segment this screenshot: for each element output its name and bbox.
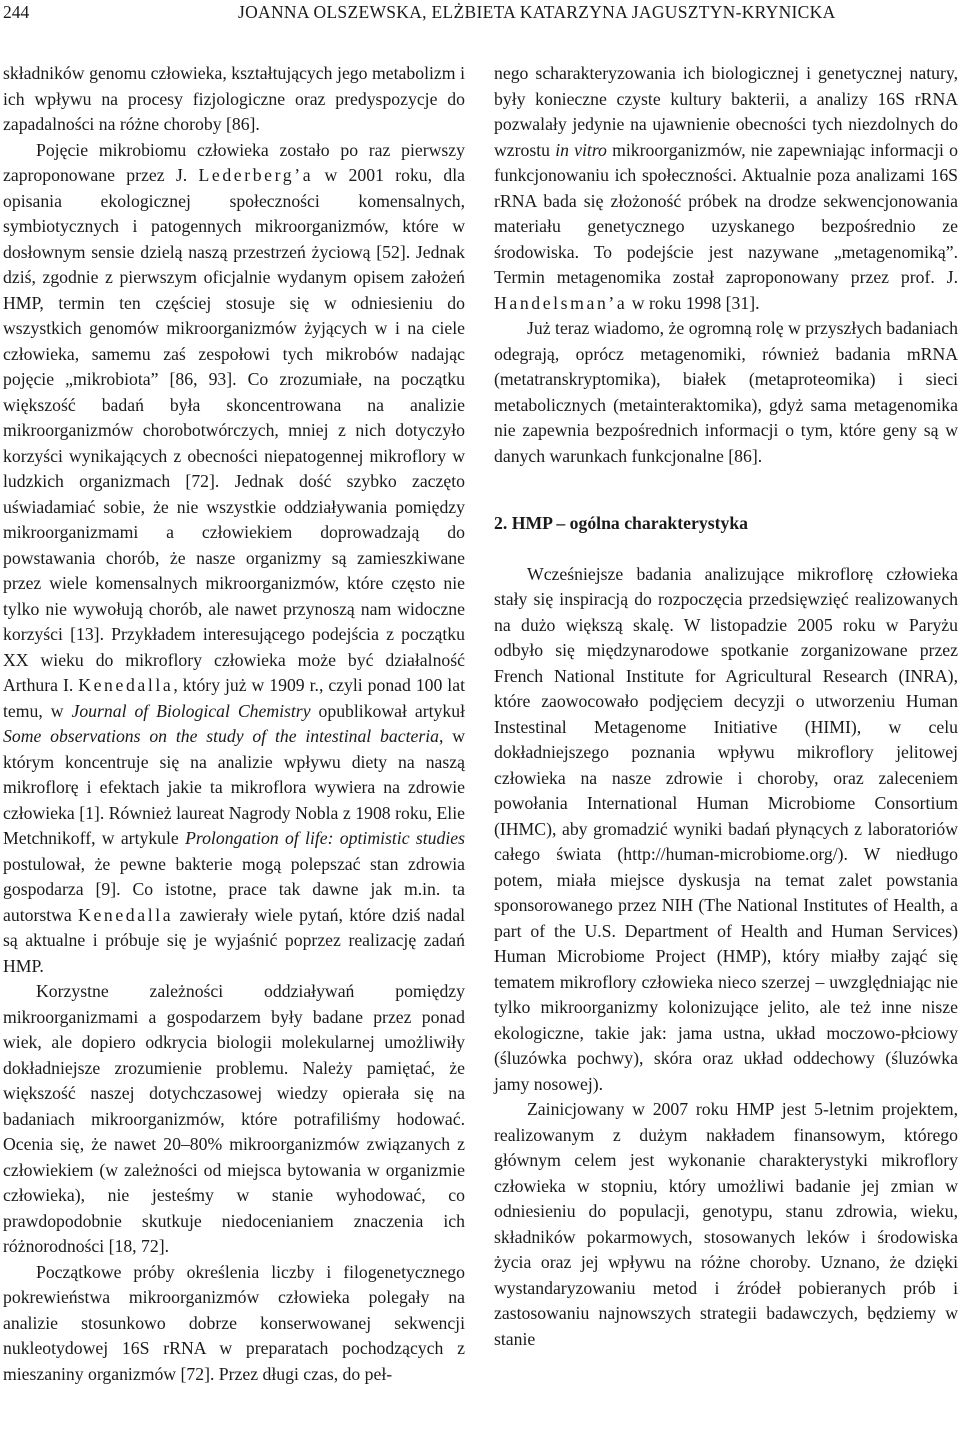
paragraph-future-research: Już teraz wiadomo, że ogromną rolę w przyszłych badaniach odegrają, oprócz metagenomiki, również badania mRNA (metatranskryptomika), białek (metaproteomika) i sieci metabolicznych (metainteraktomika), gdyż sama metagenomika nie zapewnia bezpośrednich informacji o tym, które geny są w danych warunkach funkcjonalne [86]. <box>494 318 958 466</box>
section-heading: 2. HMP – ogólna charakterystyka <box>494 513 748 533</box>
left-column <box>3 61 465 1387</box>
in-vitro-term: in vitro <box>555 139 607 160</box>
author-name-lederberg: Lederberg’a <box>198 165 314 185</box>
author-name-handelsman: Handelsman’a <box>494 292 628 313</box>
paragraph-early-attempts: Początkowe próby określenia liczby i filogenetycznego pokrewieństwa mikroorganizmów człowieka polegały na analizie stosunkowo dobrze konserwowanej sekwencji nukleotydowej 16S rRNA w preparatach pochodzących z mieszaniny organizmów [72]. Przez długi czas, do peł- <box>3 1261 465 1384</box>
author-name-kenedall-2: Kenedalla <box>78 904 174 925</box>
running-title: JOANNA OLSZEWSKA, ELŻBIETA KATARZYNA JAGUSZTYN-KRYNICKA <box>238 2 836 22</box>
paragraph-metagenomics: nego scharakteryzowania ich biologicznej i genetycznej natury, były konieczne czyste kultury bakterii, a analizy 16S rRNA pozwalały jedynie na ujawnienie obecności tych niezdolnych do wzrostu in vitro mikroorganizmów, nie zapewniając informacji o funkcjonowaniu ich społeczności. Aktualnie poza analizami 16S rRNA bada się złożoność próbek na drodze sekwencjonowania materiału genetycznego uzyskanego bezpośrednio ze środowiska. To podejście jest nazywane „metagenomiką”. Termin metagenomika został zaproponowany przez prof. J. Handelsman’a w roku 1998 [31]. <box>494 63 958 313</box>
paragraph-hmp-initiated: Zainicjowany w 2007 roku HMP jest 5-letnim projektem, realizowanym z dużym nakładem finansowym, którego głównym celem jest wykonanie charakterystyki mikroflory człowieka w stopniu, który umożliwi badanie jej zmian w odniesieniu do populacji, genotypu, stanu zdrowia, wieku, składników pokarmowych, stosowanych leków i środowiska życia oraz jej wpływu na różne choroby. Uznano, że dzięki wystandaryzowaniu metod i źródeł pobieranych prób i zastosowaniu najnowszych strategii badawczych, będziemy w stanie <box>494 1099 958 1349</box>
article-title: Some observations on the study of the intestinal bacteria <box>3 726 439 746</box>
author-name-kenedall: Kenedalla <box>78 675 174 695</box>
paragraph-hmp-origins: Wcześniejsze badania analizujące mikroflorę człowieka stały się inspiracją do rozpoczęcia przedsięwzięć realizowanych na dużo większą skalę. W listopadzie 2005 roku w Paryżu odbyło się międzynarodowe spotkanie zorganizowane przez French National Institute for Agricultural Research (INRA), które zaowocowało podjęciem decyzji o utworzeniu Human Instestinal Metagenome Initiative (HIMI), w celu dokładniejszego poznania wpływu mikroflory jelitowej człowieka na nasze zdrowie i choroby, oraz zaleceniem powołania International Human Microbiome Consortium (IHMC), aby gromadzić wyniki badań płynących z laboratoriów całego świata (http://human-microbiome.org/). W niedługo potem, miała miejsce dyskusja na temat zalet powstania sponsorowanego przez NIH (The National Institutes of Health, a part of the U.S. Department of Health and Human Services) Human Microbiome Project (HMP), który miałby zająć się tematem mikroflory człowieka nieco szerzej – uwzględniając nie tylko mikroorganizmy kolonizujące jelito, ale też inne nisze ekologiczne, takie jak: jama ustna, układ moczowo-płciowy (śluzówka pochwy), skóra oraz układ oddechowy (śluzówka jamy nosowej). <box>494 563 958 1094</box>
paragraph-beneficial-interactions: Korzystne zależności oddziaływań pomiędzy mikroorganizmami a gospodarzem były badane przez ponad wiek, ale dopiero odkrycia biologii molekularnej umożliwiły dokładniejsze zrozumienie problemu. Należy pamiętać, że większość naszej dotychczasowej wiedzy opierała się na badaniach mikroorganizmów, które potrafiliśmy hodować. Ocenia się, że nawet 20–80% mikroorganizmów związanych z człowiekiem (w zależności od miejsca bytowania w organizmie człowieka), nie jesteśmy w stanie wyhodować, co prawdopodobnie skutkuje niedocenianiem znaczenia ich różnorodności [18, 72]. <box>3 981 465 1256</box>
paragraph-microbiome-definition: Pojęcie mikrobiomu człowieka zostało po raz pierwszy zaproponowane przez J. Lederberg’a w 2001 roku, dla opisania ekologicznej społeczności komensalnych, symbiotycznych i patogennych mikroorganizmów, które w dosłownym sensie dzielą naszą przestrzeń życiową [52]. Jednak dziś, zgodnie z pierwszym oficjalnie wydanym opisem założeń HMP, termin ten częściej stosuje się w odniesieniu do wszystkich genomów mikroorganizmów żyjących w i na ciele człowieka, samemu zaś zespołowi tych mikrobów nadając pojęcie „mikrobiota” [86, 93]. Co zrozumiałe, na początku większość badań była skoncentrowana na analizie mikroorganizmów chorobotwórczych, mniej z nich dotyczyło korzyści wynikających z obecności niepatogennej mikroflory w ludzkich organizmach [72]. Jednak dość szybko zaczęto uświadamiać sobie, że nie wszystkie oddziaływania pomiędzy mikroorganizmami a człowiekiem doprowadzają do powstawania chorób, że nasze organizmy są zamieszkiwane przez wiele komensalnych mikroorganizmów, które często nie tylko nie wywołują chorób, ale nawet przynoszą nam widoczne korzyści [13]. Przykładem interesującego podejścia z początku XX wieku do mikroflory człowieka może być działalność Arthura I. Kenedalla, który już w 1909 r., czyli ponad 100 lat temu, w Journal of Biological Chemistry opublikował artykuł Some observations on the study of the intestinal bacteria, w którym koncentruje się na analizie wpływu diety na naszą mikroflorę i efektach jakie ta mikroflora wywiera na zdrowie człowieka [1]. Również laureat Nagrody Nobla z 1908 roku, Elie Metchnikoff, w artykule Prolongation of life: optimistic studies postulował, że pewne bakterie mogą polepszać stan zdrowia gospodarza [9]. Co istotne, prace tak dawne jak m.in. ta autorstwa Kenedalla zawierały wiele pytań, które dziś nadal są aktualne i próbuje się je wyjaśnić poprzez realizację zadań HMP. <box>3 139 465 976</box>
journal-title: Journal of Biological Chemistry <box>71 700 311 721</box>
running-header <box>0 0 960 26</box>
page-number: 244 <box>3 2 30 22</box>
article-title-metchnikoff: Prolongation of life: optimistic studies <box>185 828 465 848</box>
right-column <box>494 61 958 1352</box>
paragraph-continued: składników genomu człowieka, kształtujących jego metabolizm i ich wpływu na procesy fizjologiczne oraz predyspozycje do zapadalności na różne choroby [86]. <box>3 63 465 134</box>
